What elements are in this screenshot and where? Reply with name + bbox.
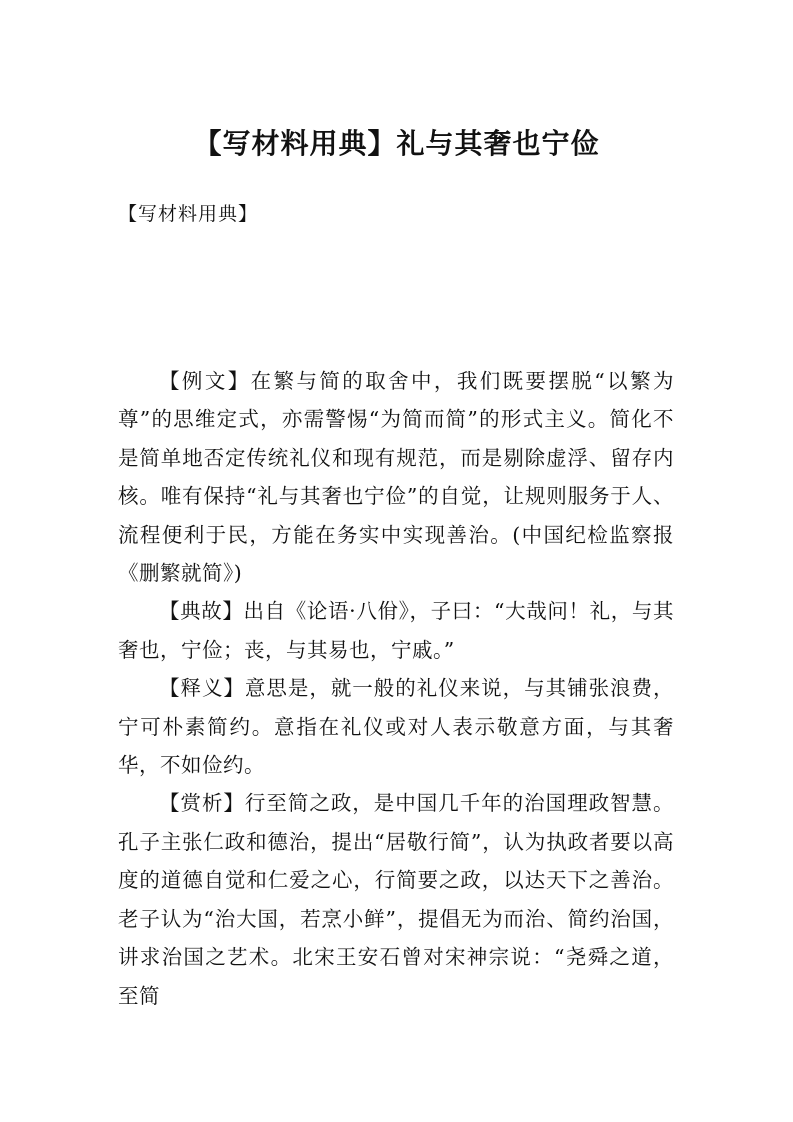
document-body <box>118 362 674 1015</box>
paragraph-example: 【例文】在繁与简的取舍中，我们既要摆脱“以繁为尊”的思维定式，亦需警惕“为简而简”的形式主义。简化不是简单地否定传统礼仪和现有规范，而是剔除虚浮、留存内核。唯有保持“礼与其奢也宁俭”的自觉，让规则服务于人、流程便利于民，方能在务实中实现善治。(中国纪检监察报《删繁就简》) <box>118 369 674 586</box>
document-title: 【写材料用典】礼与其奢也宁俭 <box>193 127 600 160</box>
paragraph-allusion: 【典故】出自《论语·八佾》，子曰：“大哉问！礼，与其奢也，宁俭；丧，与其易也，宁戚。” <box>118 599 674 662</box>
document-subtitle: 【写材料用典】 <box>118 203 259 225</box>
paragraph-appreciation: 【赏析】行至简之政，是中国几千年的治国理政智慧。孔子主张仁政和德治，提出“居敬行简”，认为执政者要以高度的道德自觉和仁爱之心，行简要之政，以达天下之善治。老子认为“治大国，若烹小鲜”，提倡无为而治、简约治国，讲求治国之艺术。北宋王安石曾对宋神宗说：“尧舜之道，至简 <box>118 791 674 1008</box>
paragraph-meaning: 【释义】意思是，就一般的礼仪来说，与其铺张浪费，宁可朴素简约。意指在礼仪或对人表示敬意方面，与其奢华，不如俭约。 <box>118 676 674 778</box>
